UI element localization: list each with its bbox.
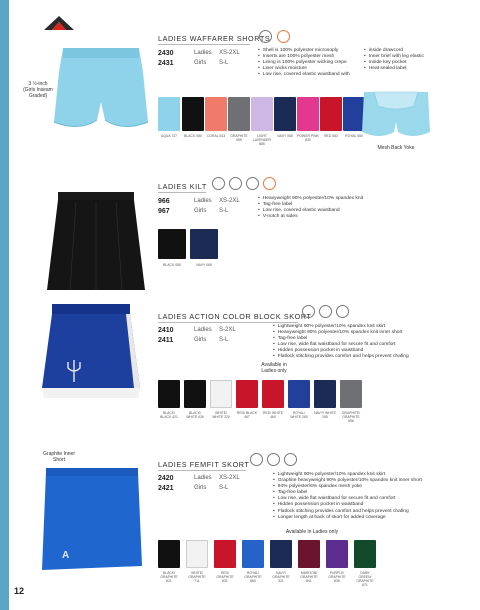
color-swatch[interactable]	[158, 380, 180, 408]
swatch-label: WHITE/ GRAPHITE 711	[188, 571, 206, 583]
swatch-label: MAROON/ GRAPHITE 841	[300, 571, 318, 583]
feature-item: • 94% polyester/6% spandex mesh yoke	[273, 484, 473, 490]
swatch-label: ROYAL/ GRAPHITE 860	[244, 571, 262, 583]
swatch-label: PURPLE/ GRAPHITE 836	[328, 571, 346, 583]
feature-item: • V-notch at sides	[258, 214, 458, 220]
color-swatch[interactable]	[270, 540, 292, 568]
style-gender: Girls	[194, 60, 207, 66]
swatch-label: AQUA 737	[160, 134, 178, 138]
color-swatch[interactable]	[314, 380, 336, 408]
style-number: 966	[158, 198, 170, 205]
feature-item: • Inserts are 100% polyester mesh	[258, 54, 362, 60]
kilt-image	[46, 190, 146, 292]
style-number: 2420	[158, 475, 174, 482]
style-number: 2431	[158, 60, 174, 67]
color-swatch[interactable]	[320, 97, 342, 131]
style-number: 2430	[158, 50, 174, 57]
swatch-label: ROYAL/ WHITE 280	[290, 411, 308, 419]
color-swatch[interactable]	[158, 97, 180, 131]
title-underline	[158, 192, 206, 193]
feature-list	[258, 48, 362, 78]
style-number: 2421	[158, 485, 174, 492]
color-swatch[interactable]	[274, 97, 296, 131]
brand-logo-icon	[44, 16, 74, 30]
no-fade-icon	[229, 177, 242, 190]
style-gender: Girls	[194, 337, 207, 343]
color-swatch[interactable]	[251, 97, 273, 131]
style-sizes: S-2XL	[219, 327, 236, 333]
swatch-label: GRAPHITE/ GRAPHITE 596	[341, 411, 361, 423]
sidebar-accent-bar	[0, 0, 9, 610]
style-sizes: XS-2XL	[219, 198, 240, 204]
swatch-label: RED 083	[324, 134, 338, 138]
color-swatch[interactable]	[158, 229, 186, 259]
inner-short-note: Graphite Inner Short	[43, 451, 75, 463]
swatch-label: BLACK/ WHITE 426	[186, 411, 204, 419]
color-swatch[interactable]	[298, 540, 320, 568]
swatch-label: BLACK 080	[184, 134, 202, 138]
flatlock-icon	[319, 305, 332, 318]
feature-item: • Low rise, wide flat waistband for secure fit and comfort	[273, 342, 473, 348]
feature-text: inside drawcord	[368, 48, 403, 53]
feature-item: • Hidden possession pocket in waistband	[273, 502, 473, 508]
feature-item: • Heavyweight 90% polyester/10% spandex knit	[258, 196, 458, 202]
style-sizes: S-L	[219, 485, 229, 491]
swatch-label: BLACK 080	[163, 263, 181, 267]
feature-item: • Graphite heavyweight 90% polyester/10% spandex knit inner short	[273, 478, 473, 484]
swatch-label: WHITE/ WHITE 220	[212, 411, 230, 419]
style-sizes: XS-2XL	[219, 475, 240, 481]
style-sizes: S-L	[219, 208, 229, 214]
action-skort-image	[40, 302, 142, 404]
swatch-label: RED/ WHITE 460	[263, 411, 283, 419]
color-swatch[interactable]	[354, 540, 376, 568]
feature-item: • Hidden possession pocket in waistband	[273, 348, 473, 354]
tagless-icon	[284, 453, 297, 466]
swatch-label: NAVY 065	[277, 134, 293, 138]
swatch-label: GRAPHITE 059	[230, 134, 248, 142]
swatch-label: BLACK/ BLACK 421	[160, 411, 178, 419]
style-number: 967	[158, 208, 170, 215]
color-swatch[interactable]	[288, 380, 310, 408]
style-gender: Girls	[194, 208, 207, 214]
feature-item: • Flatlock stitching provides comfort and helps prevent chafing	[273, 509, 473, 515]
tagless-icon	[246, 177, 259, 190]
feature-item: • Low rise, wide flat waistband for secure fit and comfort	[273, 496, 473, 502]
color-swatch[interactable]	[186, 540, 208, 568]
inseam-note: 3 ½-inch (Girls Inseam Graded)	[23, 81, 53, 99]
swatch-label: NAVY 065	[196, 263, 212, 267]
feature-item: • Inner brief with leg elastic	[364, 54, 464, 60]
style-gender: Ladies	[194, 475, 212, 481]
color-swatch[interactable]	[297, 97, 319, 131]
color-swatch[interactable]	[190, 229, 218, 259]
style-number: 2411	[158, 337, 174, 344]
feature-list	[273, 324, 473, 361]
feature-item: • Shell is 100% polyester microsoply	[258, 48, 362, 54]
style-gender: Ladies	[194, 50, 212, 56]
style-gender: Ladies	[194, 327, 212, 333]
feature-item: • Lightweight 90% polyester/10% spandex knit skirt	[273, 472, 473, 478]
swatch-label: CORAL 043	[206, 134, 226, 138]
svg-text:A: A	[62, 550, 70, 561]
color-swatch[interactable]	[340, 380, 362, 408]
color-swatch[interactable]	[158, 540, 180, 568]
swatch-label: POWER PINK 830	[297, 134, 319, 142]
flatlock-icon	[267, 453, 280, 466]
color-swatch[interactable]	[236, 380, 258, 408]
color-swatch[interactable]	[214, 540, 236, 568]
swatch-label: BLACK/ GRAPHITE 821	[160, 571, 178, 583]
title-underline	[158, 470, 246, 471]
wicking-icon	[212, 177, 225, 190]
swatch-label: NAVY/ WHITE 265	[314, 411, 336, 419]
title-underline	[158, 322, 298, 323]
hand-icon	[263, 177, 276, 190]
color-swatch[interactable]	[205, 97, 227, 131]
product-title: LADIES FEMFIT SKORT	[158, 460, 250, 469]
wicking-icon	[259, 30, 272, 43]
feature-item: • Heavyweight 90% polyester/10% spandex knit inner short	[273, 330, 473, 336]
feature-item: • Lightweight 90% polyester/10% spandex knit skirt	[273, 324, 473, 330]
feature-item: • Inside key pocket	[364, 60, 464, 66]
feature-item: • Low rise, covered elastic waistband with	[258, 72, 362, 78]
feature-list	[364, 48, 464, 72]
color-swatch[interactable]	[326, 540, 348, 568]
swatch-label: LIGHT LAVENDER 885	[252, 134, 272, 146]
product-title: LADIES WAFFARER SHORTS	[158, 34, 271, 43]
color-swatch[interactable]	[184, 380, 206, 408]
feature-item: • Heat sealed label	[364, 66, 464, 72]
style-gender: Ladies	[194, 198, 212, 204]
availability-note: Available in Ladies only	[285, 529, 339, 535]
detail-caption: Mesh Back Yoke	[377, 145, 415, 151]
product-title: LADIES ACTION COLOR BLOCK SKORT	[158, 312, 312, 321]
feature-item: • Tag-free label	[258, 202, 458, 208]
style-sizes: XS-2XL	[219, 50, 240, 56]
availability-note: Available in Ladies only	[261, 362, 287, 374]
feature-list	[273, 472, 473, 521]
feature-item: • Tag-free label	[273, 490, 473, 496]
swatch-label: NAVY/ GRAPHITE 321	[272, 571, 290, 583]
tagless-icon	[336, 305, 349, 318]
swatch-label: RED/ GRAPHITE 831	[216, 571, 234, 583]
femfit-skort-image	[40, 462, 144, 574]
feature-list	[258, 196, 458, 220]
swatch-label: ROYAL 060	[345, 134, 363, 138]
color-swatch[interactable]	[262, 380, 284, 408]
swatch-label: RED/ BLACK 467	[236, 411, 258, 419]
color-swatch[interactable]	[182, 97, 204, 131]
style-gender: Girls	[194, 485, 207, 491]
feature-item: • Low rise, covered elastic waistband	[258, 208, 458, 214]
page-number: 12	[14, 586, 25, 596]
wicking-icon	[302, 305, 315, 318]
feature-item: • Longer length at back of skort for added coverage	[273, 515, 473, 521]
color-swatch[interactable]	[210, 380, 232, 408]
wayfarer-short-image	[53, 42, 149, 138]
feature-item: • Tag-free label	[273, 336, 473, 342]
color-swatch[interactable]	[242, 540, 264, 568]
swatch-label: DARK GREEN/ GRAPHITE 871	[356, 571, 374, 587]
mesh-back-yoke-image	[360, 90, 432, 142]
feature-item: • Lining is 100% polyester wicking crepe	[258, 60, 362, 66]
style-number: 2410	[158, 327, 174, 334]
feature-item: • Liner wicks moisture	[258, 66, 362, 72]
hand-icon	[277, 30, 290, 43]
feature-item: • Flatlock stitching provides comfort and helps prevent chafing	[273, 354, 473, 360]
color-swatch[interactable]	[228, 97, 250, 131]
style-sizes: S-L	[219, 60, 229, 66]
product-title: LADIES KILT	[158, 182, 207, 191]
wicking-icon	[250, 453, 263, 466]
title-underline	[158, 44, 250, 45]
style-sizes: S-L	[219, 337, 229, 343]
